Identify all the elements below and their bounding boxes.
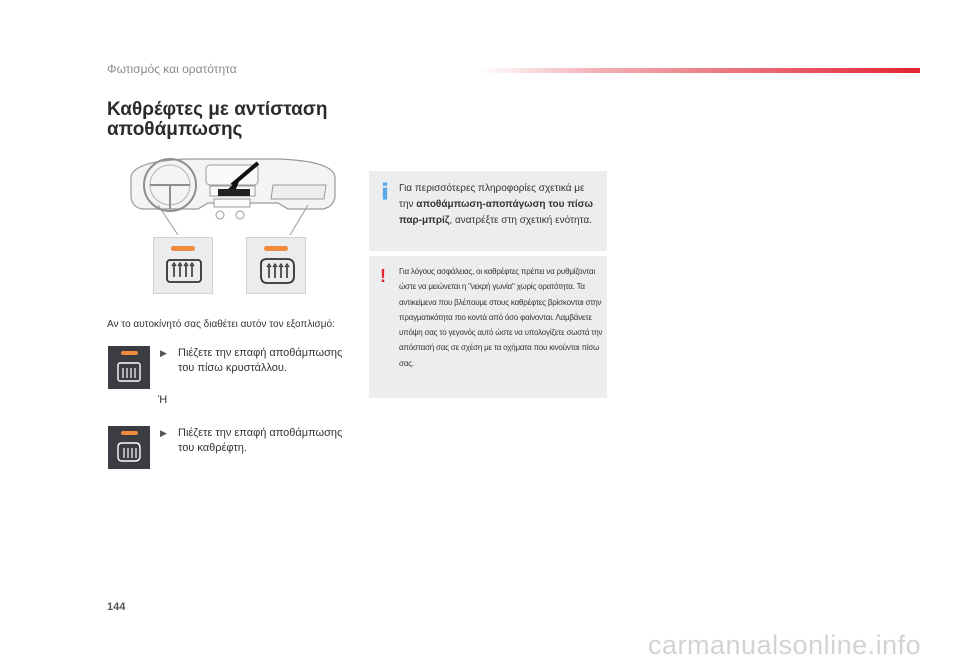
watermark: carmanualsonline.info bbox=[648, 630, 922, 660]
page-title-line1: Καθρέφτες με αντίσταση bbox=[107, 99, 328, 120]
bullet-icon: ▶ bbox=[160, 428, 167, 438]
warning-text: Για λόγους ασφάλειας, οι καθρέφτες πρέπει να ρυθμίζονται ώστε να μειώνεται η "νεκρή γωνία" χωρίς ορατότητα. Τα αντικείμενα που βλέπουμε στους καθρέφτες βρίσκονται στην πραγματικότητα πιο κοντά από όσο φαίνονται. Λαμβάνετε υπόψη σας το γεγονός αυτό ώστε να υπολογίζετε σωστά την απόστασή σας σε σχέση με τα οχήματα που κινούνται πίσω σας. bbox=[399, 267, 603, 368]
rear-window-defrost-switch[interactable] bbox=[108, 346, 150, 389]
rear-window-defrost-icon bbox=[164, 256, 204, 286]
warning-icon: ! bbox=[380, 266, 386, 286]
or-separator: Ή bbox=[158, 394, 168, 406]
step-text: Πιέζετε την επαφή αποθάμπωσης του πίσω κρυστάλλου. bbox=[178, 347, 343, 374]
info-box bbox=[369, 171, 607, 251]
info-icon bbox=[382, 181, 388, 201]
info-text-bold: αποθάμπωση-αποπάγωση του πίσω παρ-μπρίζ bbox=[399, 199, 593, 226]
mirror-defrost-button[interactable] bbox=[246, 237, 306, 294]
warning-box bbox=[369, 256, 607, 398]
indicator-light bbox=[121, 431, 138, 435]
mirror-defrost-icon bbox=[257, 256, 297, 286]
mirror-defrost-icon bbox=[116, 441, 142, 463]
indicator-light bbox=[121, 351, 138, 355]
page-title-line2: αποθάμπωσης bbox=[107, 119, 243, 140]
info-text bbox=[399, 181, 599, 229]
rear-window-defrost-button[interactable] bbox=[153, 237, 213, 294]
page-title bbox=[107, 100, 327, 140]
intro-text: Αν το αυτοκίνητό σας διαθέτει αυτόν τον εξοπλισμό: bbox=[107, 319, 335, 330]
dashboard-illustration bbox=[128, 155, 338, 235]
mirror-defrost-switch[interactable] bbox=[108, 426, 150, 469]
page-number: 144 bbox=[107, 601, 126, 613]
info-text-part: Για περισσότερες πληροφορίες σχετικά με την bbox=[399, 183, 585, 210]
bullet-icon: ▶ bbox=[160, 348, 167, 358]
section-title: Φωτισμός και ορατότητα bbox=[107, 62, 237, 76]
step-text: Πιέζετε την επαφή αποθάμπωσης του καθρέφτη. bbox=[178, 427, 343, 454]
indicator-light bbox=[264, 246, 288, 251]
info-text-part: , ανατρέξτε στη σχετική ενότητα. bbox=[449, 215, 592, 226]
rear-window-defrost-icon bbox=[116, 361, 142, 383]
header-accent-line bbox=[480, 68, 920, 73]
indicator-light bbox=[171, 246, 195, 251]
